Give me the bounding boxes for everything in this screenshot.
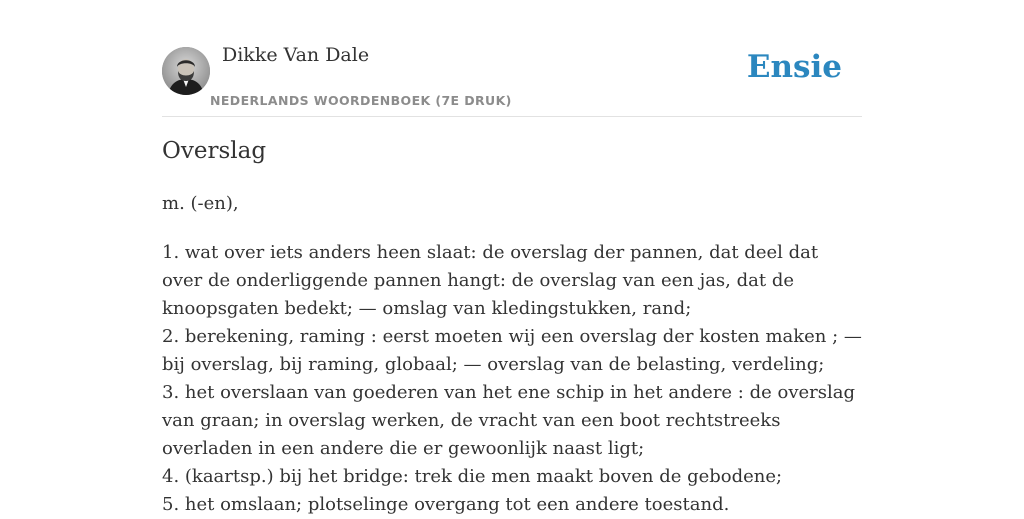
entry-title: Overslag bbox=[162, 138, 267, 164]
definition-item: 5. het omslaan; plotselinge overgang tot een andere toestand. bbox=[162, 494, 730, 515]
definition-item: 3. het overslaan van goederen van het ene schip in het andere : de overslag van graan; in overslag werken, de vracht van een boot rechtstreeks overladen in een andere die er gewoonlijk naast ligt; bbox=[162, 382, 855, 459]
definition-item: 4. (kaartsp.) bij het bridge: trek die men maakt boven de gebodene; bbox=[162, 466, 783, 487]
definition-item: 2. berekening, raming : eerst moeten wij een overslag der kosten maken ; — bij overslag, bij raming, globaal; — overslag van de belasting, verdeling; bbox=[162, 326, 862, 375]
page bbox=[162, 0, 862, 515]
author-name[interactable]: Dikke Van Dale bbox=[222, 44, 370, 66]
author-avatar[interactable] bbox=[162, 47, 210, 95]
dictionary-name[interactable]: NEDERLANDS WOORDENBOEK (7E DRUK) bbox=[210, 93, 512, 108]
definition-item: 1. wat over iets anders heen slaat: de overslag der pannen, dat deel dat over de onderliggende pannen hangt: de overslag van een jas, dat de knoopsgaten bedekt; — omslag van kledingstukken, rand; bbox=[162, 242, 819, 319]
entry-grammar: m. (-en), bbox=[162, 193, 239, 214]
brand-logo[interactable]: Ensie bbox=[746, 49, 842, 85]
header bbox=[162, 0, 862, 117]
entry-definitions bbox=[162, 239, 862, 519]
portrait-image bbox=[162, 47, 210, 95]
